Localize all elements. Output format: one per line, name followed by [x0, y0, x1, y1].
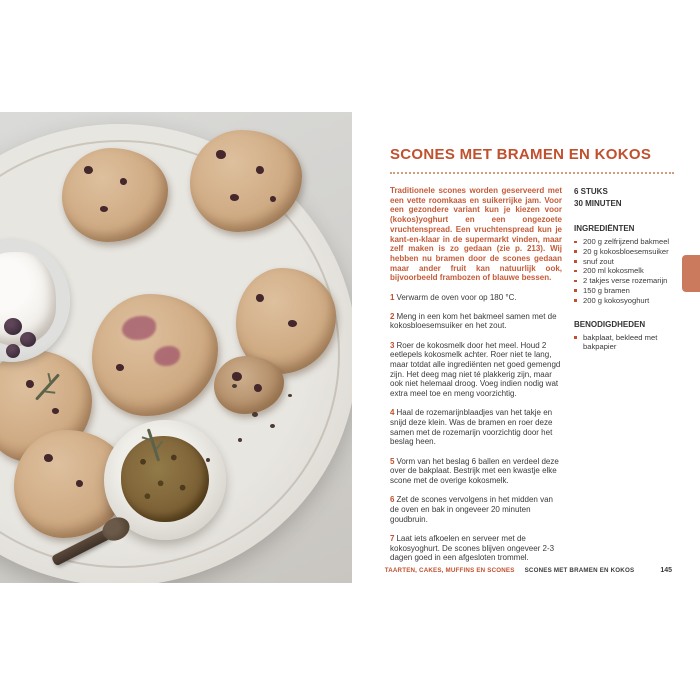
step-text: Verwarm de oven voor op 180 °C. — [396, 292, 517, 302]
step-number: 2 — [390, 311, 395, 321]
step-text: Zet de scones vervolgens in het midden van de oven en bak in ongeveer 20 minuten goudbruin. — [390, 495, 553, 524]
berry-chip — [256, 166, 264, 174]
footer-recipe-name: SCONES MET BRAMEN EN KOKOS — [524, 567, 635, 574]
ingredients-list — [574, 237, 674, 306]
berry-chip — [270, 196, 276, 202]
crumb — [270, 424, 275, 428]
equipment-list — [574, 333, 674, 353]
recipe-step — [390, 312, 562, 331]
recipe-step — [390, 341, 562, 399]
berry-chip — [254, 384, 262, 392]
step-number: 7 — [390, 533, 395, 543]
berry-chip — [116, 364, 124, 371]
blackberry — [6, 344, 20, 358]
crumb — [252, 412, 258, 417]
footer-chapter: TAARTEN, CAKES, MUFFINS EN SCONES — [384, 567, 515, 574]
ingredient-item: 20 g kokosbloesemsuiker — [574, 247, 674, 257]
step-number: 4 — [390, 408, 395, 418]
step-text: Meng in een kom het bakmeel samen met de kokosbloesemsuiker en het zout. — [390, 311, 557, 331]
ingredient-item: 200 ml kokosmelk — [574, 266, 674, 276]
recipe-page — [352, 112, 700, 583]
ingredient-item: 200 g zelfrijzend bakmeel — [574, 237, 674, 247]
step-text: Haal de rozemarijnblaadjes van het takje en snijd deze klein. Was de bramen en roer deze samen met de rozemarijn voorzichtig door het beslag heen. — [390, 408, 553, 447]
crumb — [232, 384, 237, 388]
ingredient-item: 200 g kokosyoghurt — [574, 296, 674, 306]
time-label: 30 MINUTEN — [574, 199, 622, 208]
recipe-side-column — [574, 186, 674, 563]
fruit-spread — [121, 436, 209, 522]
photo-page — [0, 112, 352, 583]
chapter-tab — [682, 255, 700, 292]
recipe-step — [390, 534, 562, 563]
recipe-step — [390, 457, 562, 486]
step-number: 3 — [390, 340, 395, 350]
crumb — [206, 458, 210, 462]
recipe-step — [390, 495, 562, 524]
blackberry — [20, 332, 36, 347]
berry-chip — [52, 408, 59, 414]
berry-chip — [232, 372, 242, 381]
ingredient-item: snuf zout — [574, 257, 674, 267]
berry-chip — [288, 320, 297, 327]
equipment-header: BENODIGDHEDEN — [574, 319, 646, 329]
page-footer — [385, 567, 672, 574]
berry-chip — [44, 454, 53, 462]
berry-chip — [84, 166, 93, 174]
recipe-step — [390, 293, 562, 303]
berry-chip — [216, 150, 226, 159]
equipment-item: bakplaat, bekleed met bakpapier — [574, 333, 674, 353]
recipe-step — [390, 408, 562, 447]
recipe-title: SCONES MET BRAMEN EN KOKOS — [390, 146, 652, 163]
ingredient-item: 150 g bramen — [574, 286, 674, 296]
step-number: 5 — [390, 456, 395, 466]
berry-chip — [230, 194, 239, 201]
berry-chip — [26, 380, 34, 388]
step-text: Roer de kokosmelk door het meel. Houd 2 eetlepels kokosmelk achter. Roer niet te lang, maar totdat alle ingrediënten net goed gemengd zijn. Het deeg mag niet té plakkerig zijn, maar ook niet helemaal droog. Voeg indien nodig wat extra meel toe en meng voorzichtig. — [390, 340, 561, 399]
berry-chip — [120, 178, 127, 185]
step-text: Vorm van het beslag 6 ballen en verdeel deze over de bakplaat. Bestrijk met een kwastje elke scone met de overige kokosmelk. — [390, 456, 559, 486]
ingredient-item: 2 takjes verse rozemarijn — [574, 276, 674, 286]
berry-stain — [154, 346, 180, 366]
step-number: 1 — [390, 292, 395, 302]
ingredients-header: INGREDIËNTEN — [574, 224, 635, 233]
step-number: 6 — [390, 495, 395, 505]
step-text: Laat iets afkoelen en serveer met de kokosyoghurt. De scones blijven ongeveer 2-3 dagen goed in een afgesloten trommel. — [390, 533, 555, 563]
dotted-divider — [390, 172, 674, 174]
crumb — [288, 394, 292, 397]
recipe-intro: Traditionele scones worden geserveerd met een vette roomkaas en suikerrijke jam. Voor een gezondere variant kun je kiezen voor (kokos)yoghurt en een ongezoete vruchtenspread. Een vruchtenspread kun je kant-en-klaar in de supermarkt vinden, maar zelf maken is zo gedaan (zie p. 213). Wij hebben nu bramen door de scones gedaan maar ander fruit kan natuurlijk ook, bijvoorbeeld frambozen of blauwe bessen. — [390, 186, 562, 283]
recipe-main-column — [390, 186, 562, 563]
servings-label: 6 STUKS — [574, 187, 608, 196]
berry-stain — [122, 316, 156, 340]
berry-chip — [76, 480, 83, 487]
page-number: 145 — [660, 567, 672, 574]
crumb — [238, 438, 242, 442]
berry-chip — [256, 294, 264, 302]
blackberry — [4, 318, 22, 335]
berry-chip — [100, 206, 108, 212]
